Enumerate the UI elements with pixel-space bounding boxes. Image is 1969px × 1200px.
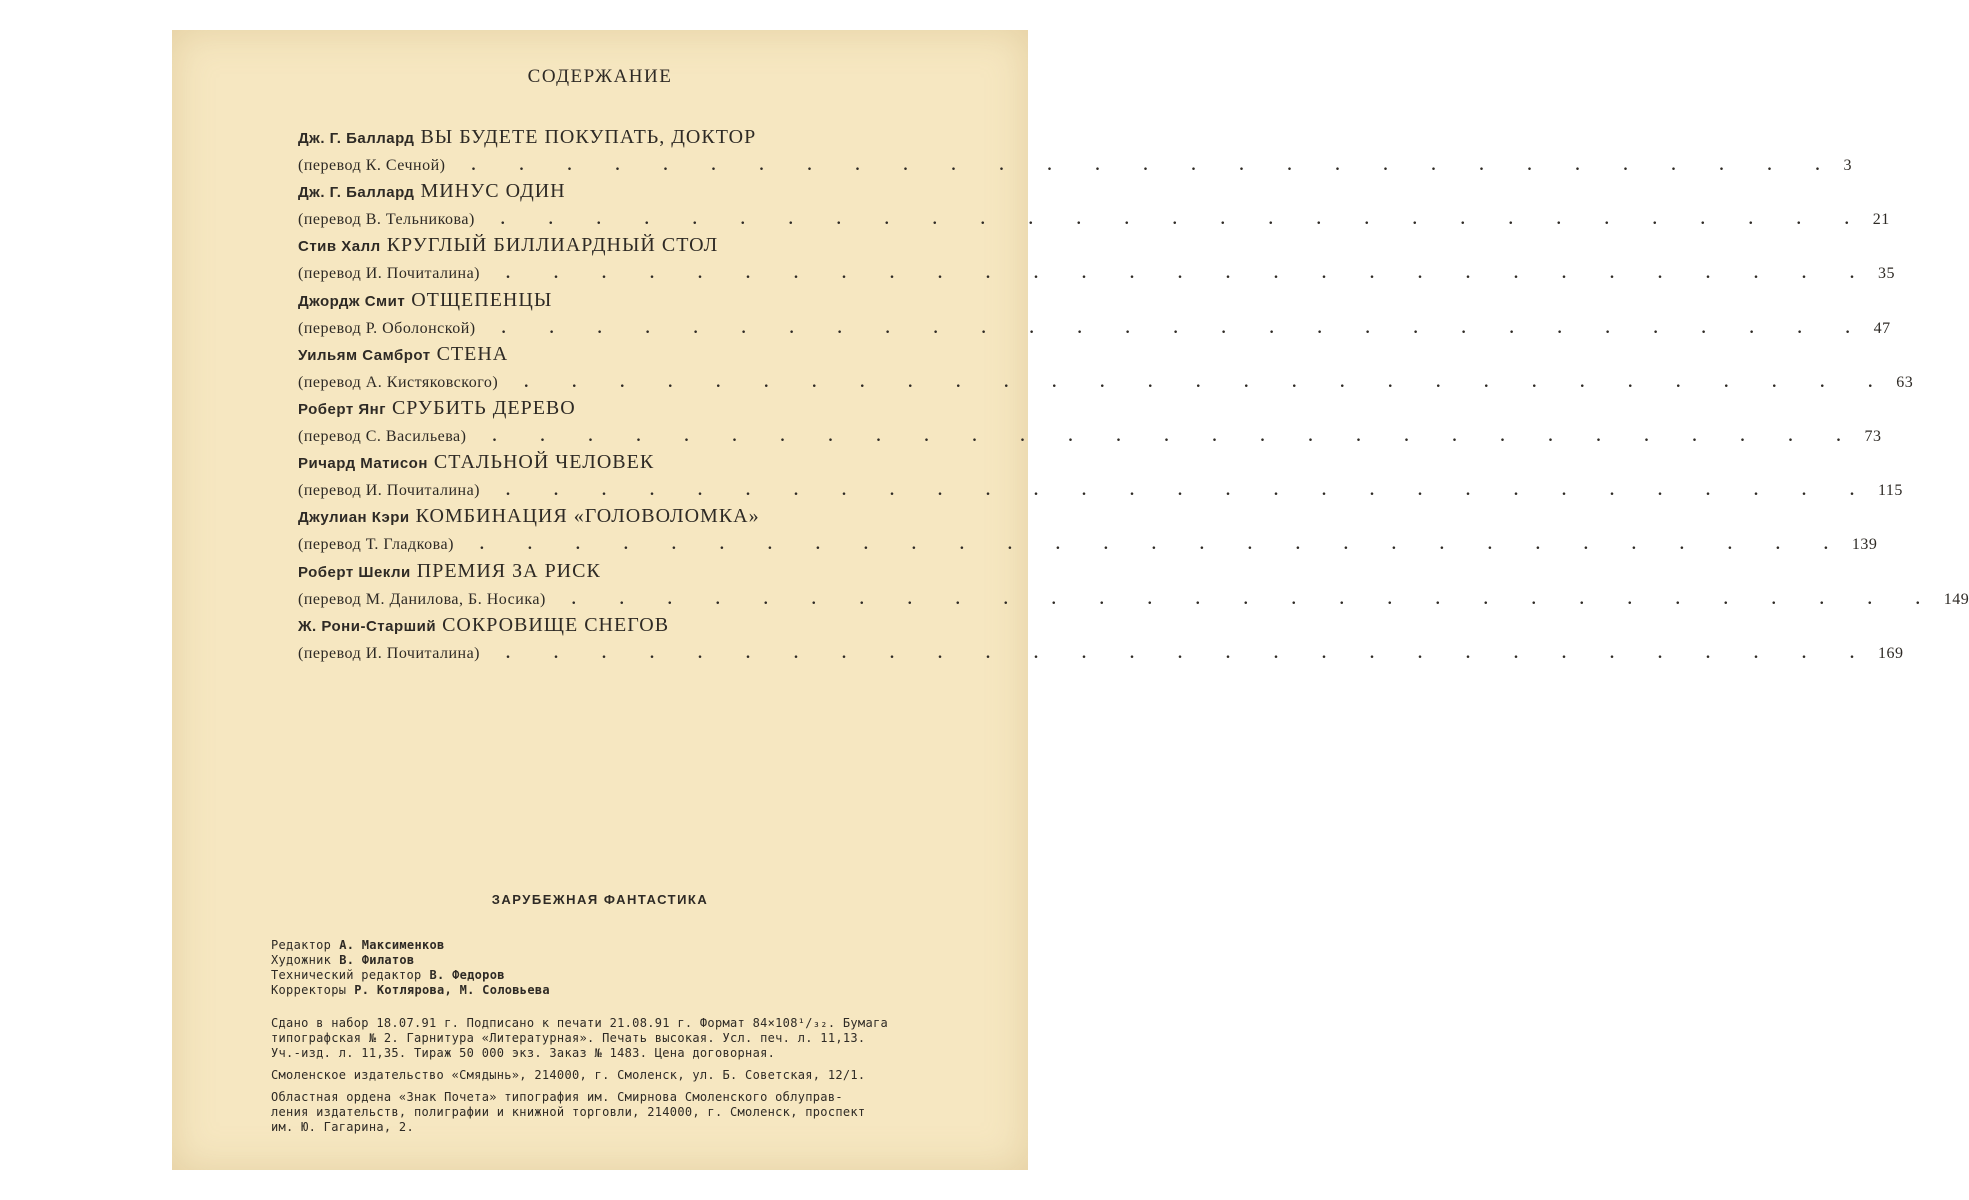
- credit-line: [271, 938, 550, 953]
- dot-leader: . . . . . . . . . . . . . . . . . . . . . . . . . . . . .: [506, 482, 1874, 500]
- credit-name: В. Филатов: [339, 953, 415, 967]
- dot-leader: . . . . . . . . . . . . . . . . . . . . . . . . . . . . .: [471, 157, 1840, 174]
- credit-line: [271, 983, 550, 998]
- dot-leader: . . . . . . . . . . . . . . . . . . . . . . . . . . . . .: [479, 536, 1848, 554]
- toc-title: СОКРОВИЩЕ СНЕГОВ: [442, 613, 670, 636]
- credits-block: [271, 938, 550, 998]
- toc-author: Роберт Шекли: [298, 563, 411, 581]
- publisher-info: Смоленское издательство «Смядынь», 214000, г. Смоленск, ул. Б. Советская, 12/1.: [271, 1068, 866, 1082]
- toc-author: Стив Халл: [298, 238, 381, 256]
- toc-page-number: 139: [1851, 536, 1878, 554]
- dot-leader: . . . . . . . . . . . . . . . . . . . . . . . . . . . . .: [500, 211, 1869, 229]
- dot-leader: . . . . . . . . . . . . . . . . . . . . . . . . . . . . .: [506, 265, 1874, 283]
- toc-page-number: 21: [1872, 211, 1890, 229]
- toc-author: Дж. Г. Баллард: [298, 184, 415, 202]
- toc-page-number: 47: [1873, 319, 1891, 337]
- toc-translator: (перевод С. Васильева): [298, 427, 467, 445]
- toc-page-number: 169: [1878, 644, 1904, 662]
- credit-name: А. Максименков: [339, 938, 445, 952]
- credit-name: В. Федоров: [429, 968, 505, 982]
- toc-translator: (перевод К. Сечной): [298, 157, 446, 174]
- toc-translator: (перевод Р. Оболонской): [298, 319, 476, 337]
- print-details-line: Уч.-изд. л. 11,35. Тираж 50 000 экз. Заказ № 1483. Цена договорная.: [271, 1046, 776, 1060]
- toc-title: МИНУС ОДИН: [420, 180, 566, 203]
- imprint-block: [271, 1016, 1011, 1142]
- toc-page-number: 35: [1878, 265, 1895, 283]
- toc-title: ПРЕМИЯ ЗА РИСК: [416, 559, 601, 582]
- toc-author: Джордж Смит: [298, 292, 406, 310]
- print-details: [271, 1016, 1011, 1061]
- toc-entry: [298, 124, 1852, 178]
- toc-page-number: 149: [1943, 590, 1969, 608]
- printer-info: [271, 1090, 1011, 1135]
- toc-title: ВЫ БУДЕТЕ ПОКУПАТЬ, ДОКТОР: [420, 126, 757, 148]
- credit-role: Художник: [271, 953, 332, 967]
- toc-author: Дж. Г. Баллард: [298, 130, 415, 147]
- credit-role: Редактор: [271, 938, 332, 952]
- dot-leader: . . . . . . . . . . . . . . . . . . . . . . . . . . . . .: [492, 427, 1861, 445]
- toc-title: ОТЩЕПЕНЦЫ: [411, 288, 553, 311]
- toc-entry: [298, 558, 1969, 612]
- toc-author: Роберт Янг: [298, 400, 386, 418]
- toc-author: Уильям Самброт: [298, 346, 431, 364]
- book-page: [172, 30, 1969, 1170]
- toc-entry: [298, 287, 1891, 341]
- credit-role: Корректоры: [271, 983, 347, 997]
- toc-translator: (перевод М. Данилова, Б. Носика): [298, 590, 546, 608]
- toc-entry: [298, 178, 1890, 232]
- toc-entry: [298, 449, 1903, 503]
- credit-name: Р. Котлярова, М. Соловьева: [354, 983, 550, 997]
- toc-author: Джулиан Кэри: [298, 509, 410, 527]
- toc-entry: [298, 503, 1878, 557]
- toc-translator: (перевод И. Почиталина): [298, 265, 480, 283]
- toc-page-number: 3: [1843, 157, 1852, 174]
- credit-role: Технический редактор: [271, 968, 422, 982]
- toc-title: СТЕНА: [436, 342, 509, 365]
- dot-leader: . . . . . . . . . . . . . . . . . . . . . . . . . . . . .: [524, 373, 1893, 391]
- toc-translator: (перевод И. Почиталина): [298, 644, 480, 662]
- toc-author: Ж. Рони-Старший: [298, 617, 437, 635]
- dot-leader: . . . . . . . . . . . . . . . . . . . . . . . . . . . . .: [571, 590, 1940, 608]
- table-of-contents: [298, 124, 1969, 666]
- credit-line: [271, 968, 550, 983]
- toc-title: СТАЛЬНОЙ ЧЕЛОВЕК: [433, 451, 655, 474]
- toc-entry: [298, 341, 1914, 395]
- toc-entry: [298, 612, 1904, 666]
- toc-translator: (перевод В. Тельникова): [298, 211, 475, 229]
- dot-leader: . . . . . . . . . . . . . . . . . . . . . . . . . . . . .: [506, 644, 1874, 662]
- toc-page-number: 73: [1864, 427, 1882, 445]
- toc-translator: (перевод И. Почиталина): [298, 482, 480, 500]
- printer-info-line: ления издательств, полиграфии и книжной торговли, 214000, г. Смоленск, проспект: [271, 1105, 866, 1119]
- series-title: ЗАРУБЕЖНАЯ ФАНТАСТИКА: [491, 892, 709, 907]
- toc-entry: [298, 395, 1882, 449]
- toc-page-number: 115: [1878, 482, 1903, 500]
- toc-title: КОМБИНАЦИЯ «ГОЛОВОЛОМКА»: [415, 505, 760, 528]
- printer-info-line: им. Ю. Гагарина, 2.: [271, 1120, 414, 1134]
- printer-info-line: Областная ордена «Знак Почета» типография им. Смирнова Смоленского облуправ-: [271, 1090, 843, 1104]
- toc-page-number: 63: [1896, 373, 1914, 391]
- toc-author: Ричард Матисон: [298, 455, 428, 473]
- print-details-line: Сдано в набор 18.07.91 г. Подписано к печати 21.08.91 г. Формат 84×108¹/₃₂. Бумага: [271, 1016, 889, 1030]
- credit-line: [271, 953, 550, 968]
- toc-title: СРУБИТЬ ДЕРЕВО: [391, 396, 576, 419]
- toc-entry: [298, 232, 1895, 286]
- toc-translator: (перевод А. Кистяковского): [298, 373, 499, 391]
- contents-heading: СОДЕРЖАНИЕ: [527, 66, 673, 87]
- toc-title: КРУГЛЫЙ БИЛЛИАРДНЫЙ СТОЛ: [386, 234, 719, 257]
- toc-translator: (перевод Т. Гладкова): [298, 536, 454, 554]
- print-details-line: типографская № 2. Гарнитура «Литературная». Печать высокая. Усл. печ. л. 11,13.: [271, 1031, 866, 1045]
- dot-leader: . . . . . . . . . . . . . . . . . . . . . . . . . . . . .: [501, 319, 1870, 337]
